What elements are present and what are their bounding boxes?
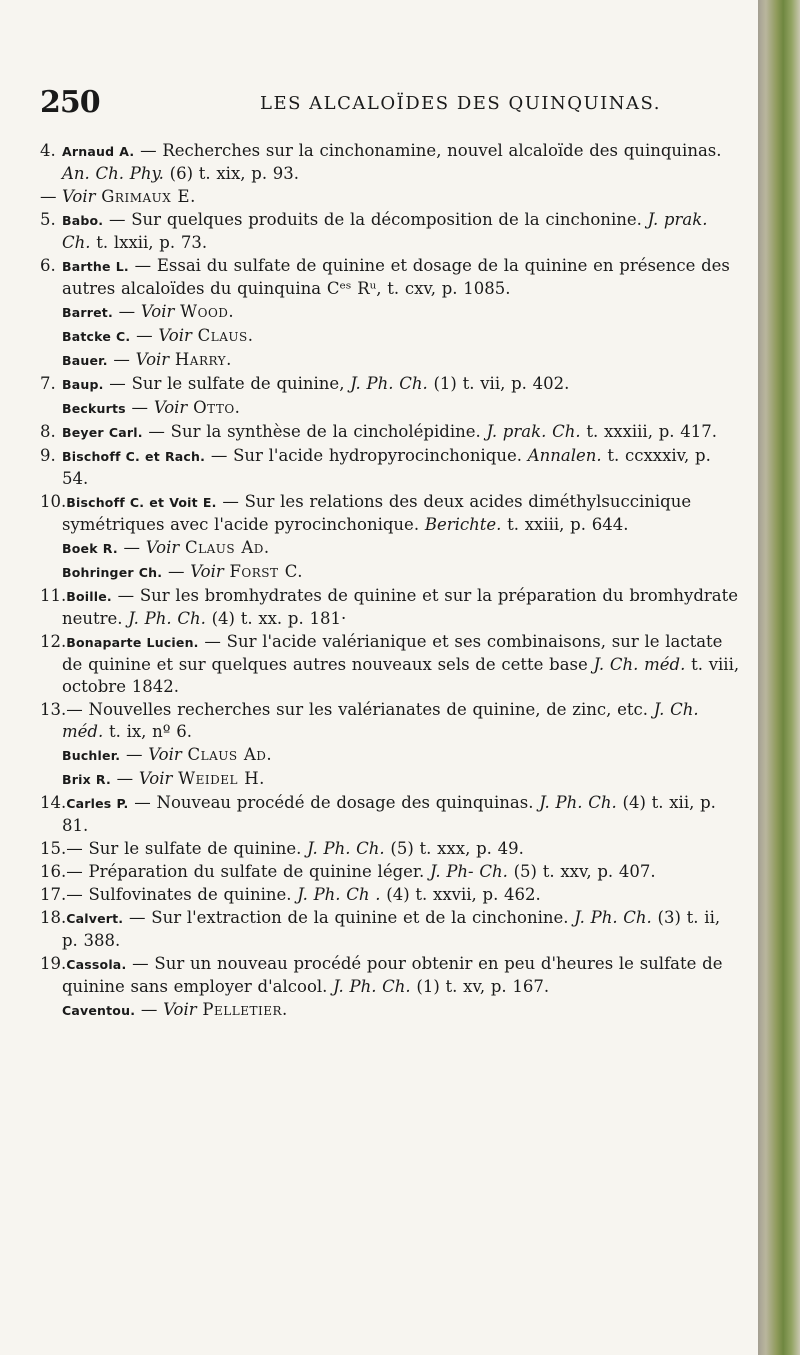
entry-author: Bischoff C. et Rach. <box>62 449 206 464</box>
entry-number: 18. <box>40 908 67 927</box>
bibliography-entry <box>40 631 740 698</box>
entry-journal: J. Ph. Ch. <box>333 977 411 996</box>
cross-reference-target: Pelletier. <box>202 1000 288 1019</box>
entry-separator: — <box>66 862 89 881</box>
voir-label: Voir <box>135 350 170 369</box>
cross-reference <box>40 537 740 560</box>
entry-author: Batcke C. <box>62 329 131 344</box>
bibliography-entry <box>40 907 740 952</box>
entry-separator: — <box>117 538 146 557</box>
entry-author: Barret. <box>62 305 113 320</box>
bibliography-entry <box>40 884 740 906</box>
entry-separator: — <box>123 908 152 927</box>
bibliography-entry <box>40 953 740 998</box>
entry-journal: Berichte. <box>424 515 502 534</box>
cross-reference <box>40 744 740 767</box>
entry-separator: — <box>112 302 141 321</box>
entry-author: Boek R. <box>62 541 118 556</box>
voir-label: Voir <box>163 1000 197 1019</box>
entry-reference: t. xxxiii, p. 417. <box>580 422 717 441</box>
entry-author: Calvert. <box>66 911 124 926</box>
entry-number: 16. <box>40 862 67 881</box>
entry-author: Bischoff C. et Voit E. <box>66 495 217 510</box>
bibliography-entry <box>40 838 740 860</box>
entry-number: 4. <box>40 141 56 160</box>
entry-number: 14. <box>40 793 67 812</box>
entry-title: Sur l'acide hydropyrocinchonique. <box>233 446 528 465</box>
entry-separator: — <box>103 374 132 393</box>
cross-reference <box>40 561 740 584</box>
entry-separator: — <box>103 210 132 229</box>
entry-separator: — <box>111 586 140 605</box>
bibliography-entry <box>40 792 740 837</box>
cross-reference <box>40 301 740 324</box>
bibliography-entry <box>40 140 740 185</box>
cross-reference-target: Wood. <box>180 302 235 321</box>
entry-number: 6. <box>40 256 56 275</box>
entry-author: Beckurts <box>62 401 126 416</box>
entry-journal: J. Ph. Ch. <box>128 609 206 628</box>
bibliography-entry <box>40 255 740 300</box>
entry-title: Sulfovinates de quinine. <box>88 885 298 904</box>
entry-author: Arnaud A. <box>62 144 135 159</box>
entry-reference: (1) t. xv, p. 167. <box>410 977 550 996</box>
voir-label: Voir <box>145 538 180 557</box>
entry-author: Bauer. <box>62 353 108 368</box>
cross-reference-target: Claus Ad. <box>185 538 270 557</box>
entry-number: 19. <box>40 954 67 973</box>
bibliography-list <box>40 140 740 1023</box>
entry-separator: — <box>205 446 234 465</box>
entry-author: Bohringer Ch. <box>62 565 163 580</box>
entry-author: Baup. <box>62 377 104 392</box>
entry-reference: t. xxiii, p. 644. <box>501 515 629 534</box>
entry-reference: (4) t. xxvii, p. 462. <box>380 885 541 904</box>
entry-journal: J. Ph. Ch. <box>574 908 652 927</box>
cross-reference <box>40 768 740 791</box>
page-header <box>40 85 740 125</box>
entry-separator: — <box>66 885 89 904</box>
entry-title: Sur la synthèse de la cincholépidine. <box>170 422 487 441</box>
entry-author: Brix R. <box>62 772 111 787</box>
entry-title: Sur un nouveau procédé pour obtenir en peu d'heures le sulfate de quinine sans employer d'alcool. <box>62 954 723 996</box>
voir-label: Voir <box>148 745 182 764</box>
bibliography-entry <box>40 445 740 490</box>
page-number: 250 <box>40 85 100 120</box>
entry-title: Recherches sur la cinchonamine, nouvel alcaloïde des quinquinas. <box>162 141 722 160</box>
entry-separator: — <box>162 562 191 581</box>
entry-number: 13. <box>40 700 67 719</box>
entry-number: 7. <box>40 374 56 393</box>
bibliography-entry <box>40 585 740 630</box>
entry-reference: t. lxxii, p. 73. <box>90 233 208 252</box>
entry-separator: — <box>134 141 163 160</box>
entry-title: Sur les bromhydrates de quinine et sur la préparation du bromhydrate neutre. <box>62 586 738 628</box>
entry-author: Beyer Carl. <box>62 425 143 440</box>
entry-journal: J. prak. Ch. <box>486 422 581 441</box>
entry-title: Nouveau procédé de dosage des quinquinas. <box>156 793 540 812</box>
entry-journal: Annalen. <box>527 446 602 465</box>
entry-reference: ᵉˢ Rᵘ, t. cxv, p. 1085. <box>339 279 511 298</box>
entry-title: Sur le sulfate de quinine. <box>88 839 308 858</box>
entry-number: 12. <box>40 632 67 651</box>
entry-title: Essai du sulfate de quinine et dosage de la quinine en présence des autres alcaloïdes du quinquina C <box>62 256 730 298</box>
voir-label: Voir <box>140 302 175 321</box>
cross-reference <box>40 999 740 1022</box>
entry-separator: — <box>128 793 157 812</box>
entry-separator: — <box>110 769 139 788</box>
entry-journal: J. prak. Ch. <box>62 210 708 252</box>
bibliography-entry <box>40 699 740 743</box>
entry-journal: J. Ph. Ch. <box>350 374 428 393</box>
entry-title: Nouvelles recherches sur les valérianates de quinine, de zinc, etc. <box>88 700 654 719</box>
entry-separator: — <box>120 745 149 764</box>
entry-journal: J. Ph- Ch. <box>430 862 508 881</box>
voir-label: Voir <box>153 398 188 417</box>
voir-label: Voir <box>138 769 173 788</box>
entry-number: 17. <box>40 885 67 904</box>
entry-author: Buchler. <box>62 748 121 763</box>
cross-reference <box>40 349 740 372</box>
entry-journal: An. Ch. Phy. <box>62 164 164 183</box>
cross-reference-target: Claus Ad. <box>187 745 273 764</box>
entry-title: Sur le sulfate de quinine, <box>131 374 351 393</box>
bibliography-entry <box>40 491 740 536</box>
entry-reference: (4) t. xx. p. 181· <box>205 609 347 628</box>
bibliography-entry <box>40 373 740 396</box>
entry-title: Préparation du sulfate de quinine léger. <box>88 862 430 881</box>
entry-reference: (5) t. xxv, p. 407. <box>507 862 656 881</box>
entry-separator: — <box>130 326 159 345</box>
voir-label: Voir <box>158 326 192 345</box>
entry-separator: — <box>216 492 245 511</box>
entry-journal: J. Ph. Ch. <box>539 793 617 812</box>
entry-journal: J. Ch. méd. <box>62 700 699 741</box>
entry-author: Bonaparte Lucien. <box>66 635 199 650</box>
entry-author: Barthe L. <box>62 259 129 274</box>
entry-reference: t. ix, nº 6. <box>103 722 193 741</box>
cross-reference-target: Harry. <box>174 350 232 369</box>
entry-reference: (4) t. xii, p. 81. <box>62 793 716 835</box>
cross-reference <box>40 325 740 348</box>
entry-reference: (3) t. ii, p. 388. <box>62 908 721 950</box>
binding-shadow <box>758 0 766 1355</box>
cross-reference <box>40 186 740 208</box>
entry-title: Sur quelques produits de la décomposition de la cinchonine. <box>131 210 648 229</box>
entry-author: Carles P. <box>66 796 129 811</box>
entry-reference: t. ccxxxiv, p. 54. <box>62 446 711 488</box>
entry-separator: — <box>142 422 171 441</box>
entry-reference: (5) t. xxx, p. 49. <box>384 839 524 858</box>
entry-reference: (6) t. xix, p. 93. <box>163 164 300 183</box>
cross-reference-target: Otto. <box>193 398 241 417</box>
bibliography-entry <box>40 209 740 254</box>
entry-author: Caventou. <box>62 1003 136 1018</box>
cross-reference <box>40 397 740 420</box>
voir-label: Voir <box>190 562 224 581</box>
entry-number: 11. <box>40 586 67 605</box>
cross-reference-target: Grimaux E. <box>101 187 196 206</box>
entry-separator: — <box>66 700 89 719</box>
entry-title: Sur les relations des deux acides diméthylsuccinique symétriques avec l'acide pyrocinchonique. <box>62 492 692 534</box>
entry-author: Boille. <box>66 589 112 604</box>
voir-label: Voir <box>62 187 96 206</box>
entry-reference: (1) t. vii, p. 402. <box>427 374 570 393</box>
entry-journal: J. Ph. Ch . <box>297 885 381 904</box>
entry-reference: t. viii, octobre 1842. <box>62 655 740 696</box>
entry-number: 15. <box>40 839 67 858</box>
entry-title: Sur l'extraction de la quinine et de la cinchonine. <box>151 908 575 927</box>
entry-journal: J. Ph. Ch. <box>307 839 385 858</box>
entry-number: 10. <box>40 492 67 511</box>
book-binding-edge <box>758 0 800 1355</box>
entry-author: Cassola. <box>66 957 127 972</box>
entry-separator: — <box>135 1000 164 1019</box>
entry-separator: — <box>198 632 227 651</box>
entry-separator: — <box>125 398 154 417</box>
entry-number: 9. <box>40 446 56 465</box>
cross-reference-target: Claus. <box>197 326 254 345</box>
bibliography-entry <box>40 421 740 444</box>
cross-reference-target: Weidel H. <box>178 769 265 788</box>
running-title: LES ALCALOÏDES DES QUINQUINAS. <box>260 93 661 114</box>
entry-separator: — <box>66 839 89 858</box>
entry-title: Sur l'acide valérianique et ses combinaisons, sur le lactate de quinine et sur quelques autres nouveaux sels de cette base <box>62 632 723 674</box>
entry-number: 8. <box>40 422 56 441</box>
entry-separator: — <box>128 256 157 275</box>
entry-separator: — <box>126 954 155 973</box>
entry-journal: J. Ch. méd. <box>593 655 686 674</box>
entry-number: 5. <box>40 210 56 229</box>
entry-separator: — <box>107 350 136 369</box>
cross-reference-target: Forst C. <box>229 562 304 581</box>
entry-dash: — <box>40 187 57 206</box>
entry-author: Babo. <box>62 213 104 228</box>
bibliography-entry <box>40 861 740 883</box>
